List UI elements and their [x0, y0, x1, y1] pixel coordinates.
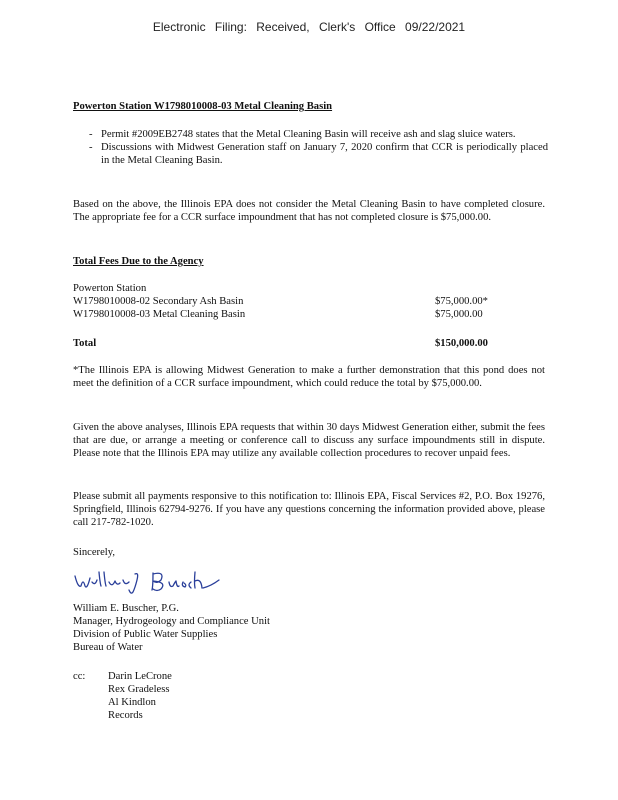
fee-total-row [73, 337, 548, 350]
cc-list [108, 670, 172, 722]
fee-row [73, 295, 548, 308]
cc-label: cc: [73, 671, 86, 682]
fee-row-name: W1798010008-03 Metal Cleaning Basin [73, 309, 246, 320]
request-paragraph: Given the above analyses, Illinois EPA requests that within 30 days Midwest Generation either, submit the fees that are due, or arrange a meeting or conference call to discuss any surface impoundments still in dispute. Please note that the Illinois EPA may utilize any available collection procedures to recover unpaid fees. [73, 422, 545, 459]
closure-paragraph: Based on the above, the Illinois EPA does not consider the Metal Cleaning Basin to have completed closure. The appropriate fee for a CCR surface impoundment that has not completed closure is $75,000.00. [73, 199, 545, 223]
bullet-item: - Permit #2009EB2748 states that the Metal Cleaning Basin will receive ash and slag sluice waters. [73, 128, 548, 141]
signatory-division: Division of Public Water Supplies [73, 629, 218, 640]
cc-recipient: Al Kindlon [108, 697, 156, 708]
fee-total-label: Total [73, 338, 97, 349]
signatory-bureau: Bureau of Water [73, 642, 143, 653]
fee-total-amount: $150,000.00 [435, 338, 488, 349]
filing-header: Electronic Filing: Received, Clerk's Office 09/22/2021 [152, 20, 466, 34]
signatory-name: William E. Buscher, P.G. [73, 603, 179, 614]
closing-salutation: Sincerely, [73, 547, 115, 558]
fee-row-amount: $75,000.00* [435, 296, 488, 307]
cc-recipient: Rex Gradeless [108, 684, 170, 695]
cc-recipient: Records [108, 710, 143, 721]
section-title-total-fees: Total Fees Due to the Agency [73, 256, 204, 267]
fee-row [73, 308, 548, 321]
payment-paragraph: Please submit all payments responsive to this notification to: Illinois EPA, Fiscal Services #2, P.O. Box 19276, Springfield, Illinois 62794-9276. If you have any questions concerning the information provided above, please call 217-782-1020. [73, 491, 545, 528]
fee-row-name: W1798010008-02 Secondary Ash Basin [73, 296, 244, 307]
handwritten-signature [73, 568, 223, 598]
bullet-list [73, 128, 548, 167]
bullet-item: - Discussions with Midwest Generation staff on January 7, 2020 confirm that CCR is periodically placed in the Metal Cleaning Basin. [73, 141, 548, 167]
fees-station-label: Powerton Station [73, 283, 147, 294]
footnote-paragraph: *The Illinois EPA is allowing Midwest Generation to make a further demonstration that this pond does not meet the definition of a CCR surface impoundment, which could reduce the total by $75,000.00. [73, 365, 545, 389]
signatory-title: Manager, Hydrogeology and Compliance Unit [73, 616, 270, 627]
cc-recipient: Darin LeCrone [108, 671, 172, 682]
section-title-metal-cleaning-basin: Powerton Station W1798010008-03 Metal Cleaning Basin [73, 101, 333, 112]
fee-row-amount: $75,000.00 [435, 309, 483, 320]
